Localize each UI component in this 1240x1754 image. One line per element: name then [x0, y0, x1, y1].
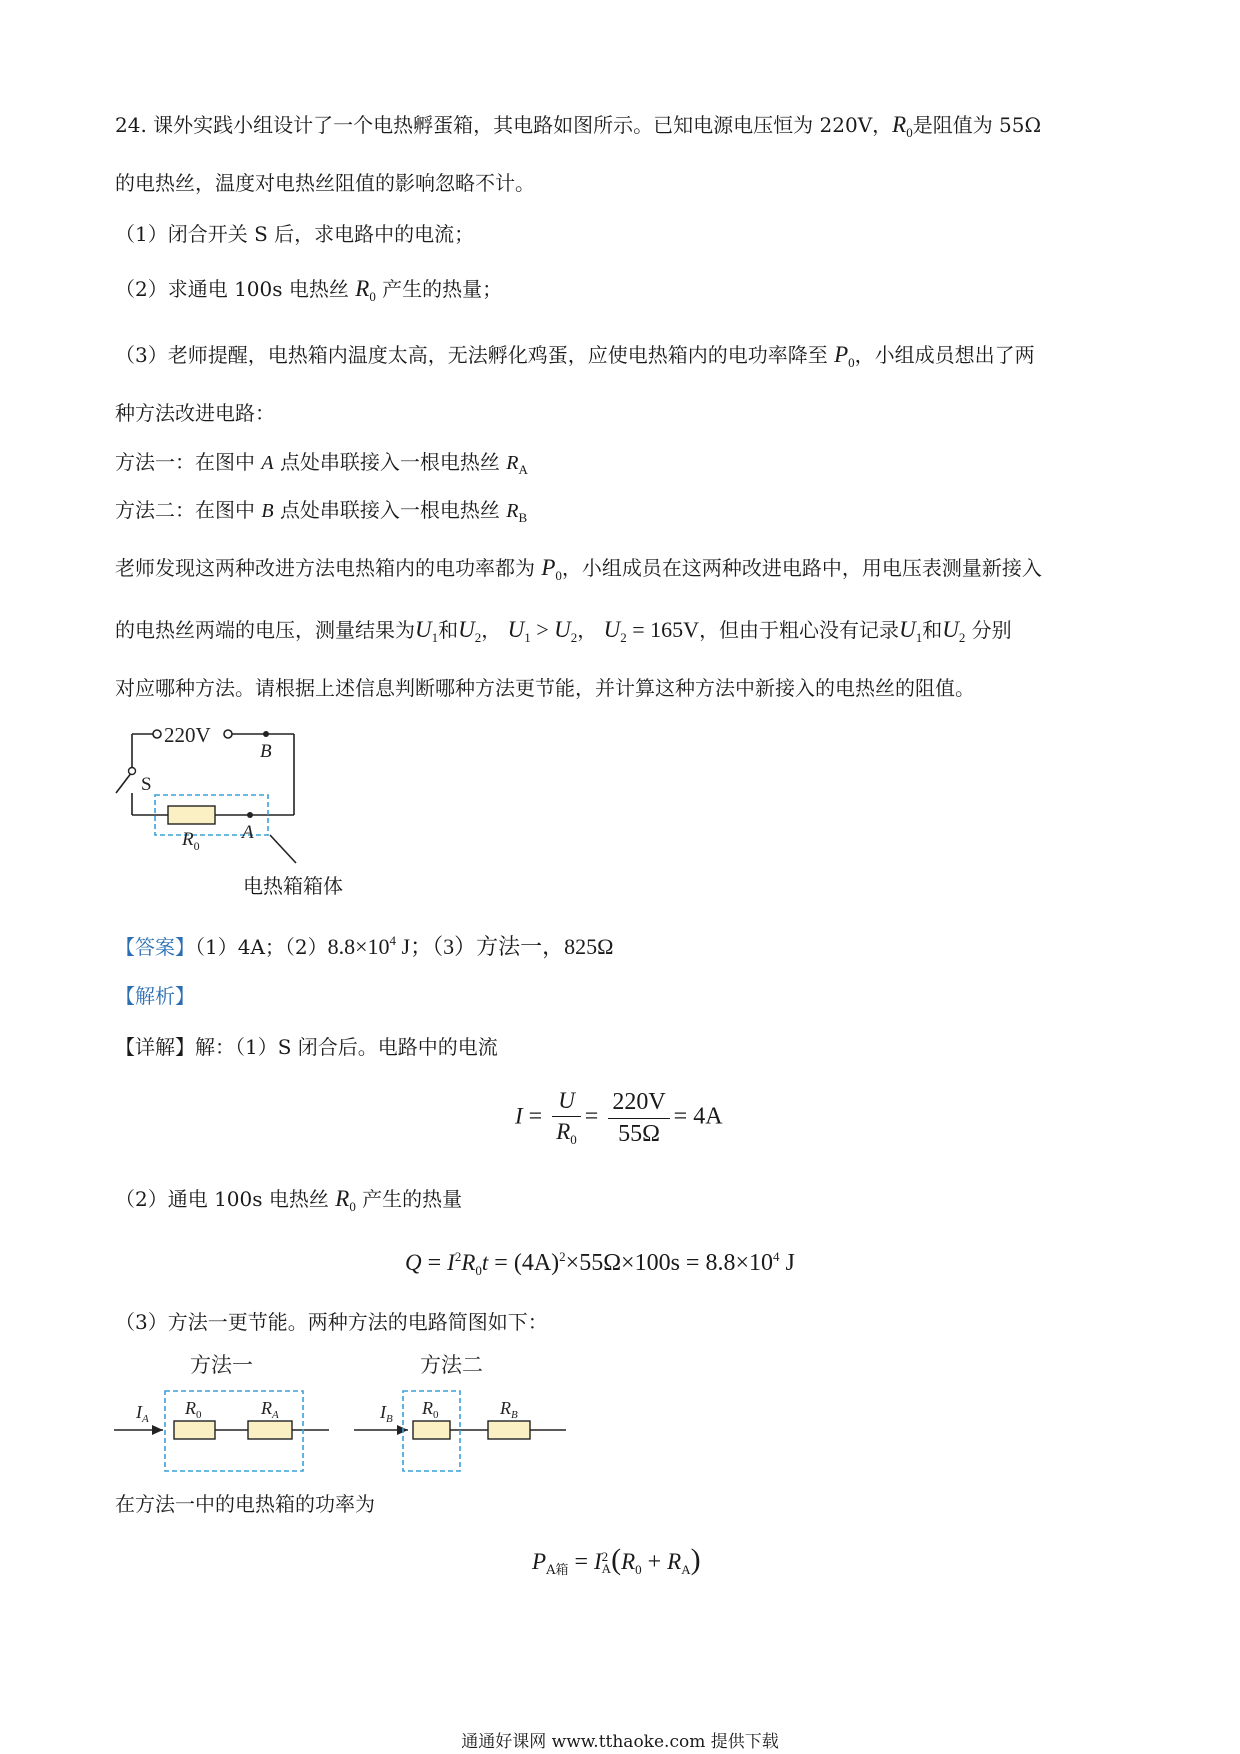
detail-power-text: 在方法一中的电热箱的功率为 [115, 1492, 375, 1516]
method-1-title: 方法一 [190, 1353, 253, 1377]
point-a-label: A [242, 822, 254, 843]
switch-label: S [141, 774, 152, 795]
method-1-r0-label: $R_0$ [185, 1398, 202, 1421]
answer-tag: 【答案】 [115, 935, 195, 959]
question-line-1: 24. 课外实践小组设计了一个电热孵蛋箱，其电路如图所示。已知电源电压恒为 220V，$R_0$是阻值为 55Ω [115, 112, 1042, 140]
equation-power: $P_{A箱} = I$ 2 A $(R_0 + R_A)$ [532, 1543, 701, 1578]
method-2-r0-label: $R_0$ [422, 1398, 439, 1421]
detail-tag: 【详解】 [115, 1035, 195, 1059]
method-1: 方法一：在图中 A 点处串联接入一根电热丝 $R_A$ [115, 450, 528, 477]
resistor-r0 [168, 806, 215, 824]
detail-line: 【详解】解：（1）S 闭合后。电路中的电流 [115, 1035, 498, 1059]
answer-line: 【答案】（1）4A；$(2)8.8\times 10^4$ J；（3）方法一，825Ω [115, 933, 614, 959]
method-2: 方法二：在图中 B 点处串联接入一根电热丝 $R_B$ [115, 498, 528, 525]
method-2-resistor-rb [488, 1421, 530, 1439]
point-b-label: B [260, 741, 272, 762]
heater-box-label: 电热箱箱体 [243, 874, 343, 898]
method-1-resistor-r0 [174, 1421, 215, 1439]
detail-part-3: （3）方法一更节能。两种方法的电路简图如下： [115, 1310, 548, 1334]
question-line-2: 的电热丝，温度对电热丝阻值的影响忽略不计。 [115, 171, 535, 195]
method-2-title: 方法二 [420, 1353, 483, 1377]
method-1-resistor-ra [248, 1421, 292, 1439]
current-ia-label: $I_A$ [136, 1402, 149, 1425]
detail-part-2: （2）通电 100s 电热丝 $R_0$ 产生的热量 [115, 1186, 463, 1214]
equation-current: I = $\frac{U}{R_0}$ = $\frac{220V}{55\Omega}$ = 4A [515, 1088, 723, 1147]
method-1-ra-label: $R_A$ [261, 1398, 279, 1421]
question-part-3-line-2: 种方法改进电路： [115, 401, 275, 425]
method-2-rb-label: $R_B$ [500, 1398, 518, 1421]
question-paragraph-3: 对应哪种方法。请根据上述信息判断哪种方法更节能，并计算这种方法中新接入的电热丝的阻值。 [115, 676, 975, 700]
method-2-resistor-r0 [413, 1421, 450, 1439]
question-part-1: （1）闭合开关 S 后，求电路中的电流； [115, 222, 475, 246]
question-part-3: （3）老师提醒，电热箱内温度太高，无法孵化鸡蛋，应使电热箱内的电功率降至 $P_0$，小组成员想出了两 [115, 342, 1035, 370]
question-part-2: （2）求通电 100s 电热丝 $R_0$ 产生的热量； [115, 276, 503, 304]
voltage-label: 220V [164, 723, 211, 747]
analysis-tag: 【解析】 [115, 984, 195, 1008]
question-paragraph-1: 老师发现这两种改进方法电热箱内的电功率都为 $P_0$，小组成员在这两种改进电路中，用电压表测量新接入 [115, 555, 1042, 583]
equation-heat: $Q = I^2R_0t = (4A)^2\times 55\Omega\times 100s = 8.8\times 10^4$ J [405, 1249, 795, 1278]
footer-watermark: 通通好课网 www.tthaoke.com 提供下载 [461, 1732, 779, 1752]
method-diagrams [108, 1346, 588, 1476]
question-paragraph-2: 的电热丝两端的电压，测量结果为$U_1$和$U_2$， $U_1 > U_2$， $U_2 = 165V$，但由于粗心没有记录$U_1$和$U_2$ 分别 [115, 617, 1012, 645]
current-ib-label: $I_B$ [380, 1402, 393, 1425]
resistor-r0-label: $R_0$ [182, 829, 200, 853]
